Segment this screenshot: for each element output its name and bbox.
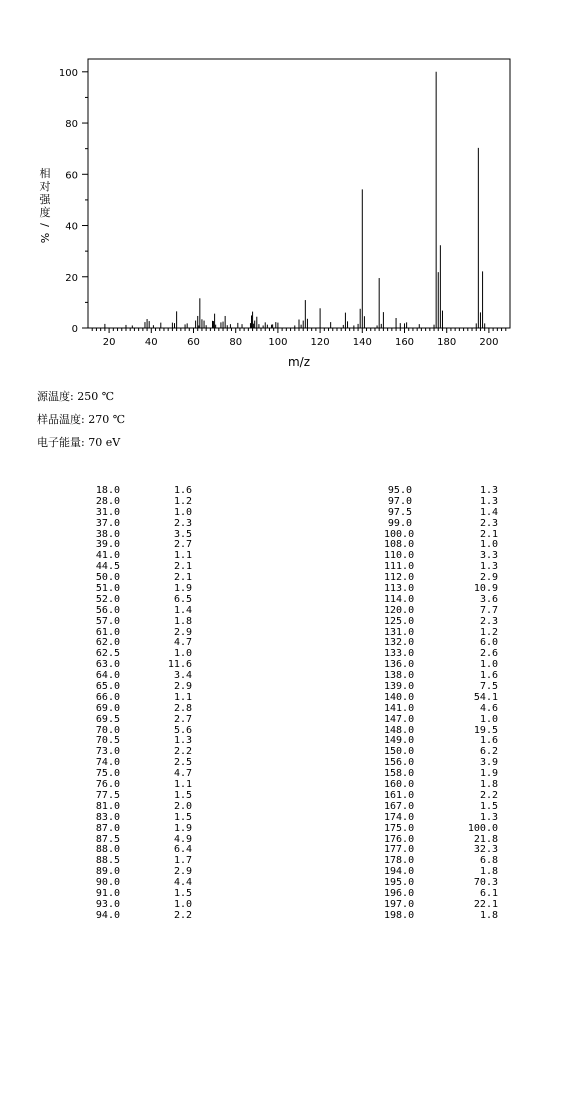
peak-mz: 91.0 xyxy=(95,887,120,899)
peak-intensity: 3.4 xyxy=(173,670,192,682)
peak-mz: 39.0 xyxy=(95,539,120,551)
peak-mz: 31.0 xyxy=(95,506,120,518)
peak-table-row xyxy=(384,813,498,824)
peak-intensity: 2.9 xyxy=(173,681,192,693)
peak-intensity: 1.6 xyxy=(479,735,498,747)
peak-intensity: 32.3 xyxy=(473,844,498,856)
y-axis-title xyxy=(38,166,52,243)
peak-mz: 147.0 xyxy=(384,713,415,725)
peak-intensity: 2.3 xyxy=(479,615,498,627)
x-tick-label: 120 xyxy=(310,337,330,348)
peak-intensity: 2.1 xyxy=(479,528,498,540)
peak-mz: 198.0 xyxy=(384,909,415,921)
peak-mz: 125.0 xyxy=(384,615,415,627)
peak-mz: 160.0 xyxy=(384,779,415,791)
peak-intensity: 10.9 xyxy=(473,583,498,595)
peak-intensity: 4.6 xyxy=(479,702,498,714)
x-tick-label: 200 xyxy=(479,337,499,348)
peak-mz: 89.0 xyxy=(95,866,120,878)
y-tick-label: 40 xyxy=(65,221,78,233)
peak-intensity: 1.0 xyxy=(173,648,192,660)
peak-intensity: 2.3 xyxy=(479,517,498,529)
peak-mz: 76.0 xyxy=(95,779,120,791)
peak-mz: 70.0 xyxy=(95,724,120,736)
peak-intensity: 1.6 xyxy=(479,670,498,682)
peak-table-row xyxy=(384,519,498,530)
y-tick-label: 60 xyxy=(65,170,78,182)
peak-table-right xyxy=(384,486,498,922)
peak-intensity: 100.0 xyxy=(467,822,498,834)
peak-mz: 28.0 xyxy=(95,495,120,507)
peak-intensity: 1.3 xyxy=(479,485,498,496)
x-tick-label: 40 xyxy=(144,337,158,348)
peak-mz: 70.5 xyxy=(95,735,120,747)
y-axis-title-char: % xyxy=(38,232,51,244)
peak-mz: 90.0 xyxy=(95,877,120,889)
y-tick-label: 80 xyxy=(65,119,78,131)
peak-intensity: 6.5 xyxy=(173,593,192,605)
peak-mz: 131.0 xyxy=(384,626,415,638)
peak-mz: 177.0 xyxy=(384,844,415,856)
peak-mz: 74.0 xyxy=(95,757,120,769)
peak-intensity: 1.3 xyxy=(479,561,498,573)
peak-intensity: 54.1 xyxy=(473,691,498,703)
plot-frame xyxy=(88,59,510,328)
peak-mz: 141.0 xyxy=(384,702,415,714)
peak-intensity: 1.0 xyxy=(173,898,192,910)
peak-intensity: 2.8 xyxy=(173,702,192,714)
x-axis-ticks xyxy=(92,328,506,348)
x-tick-label: 80 xyxy=(229,337,243,348)
peak-mz: 139.0 xyxy=(384,681,415,693)
peak-mz: 87.0 xyxy=(95,822,120,834)
peak-intensity: 2.9 xyxy=(479,572,498,584)
peak-intensity: 1.2 xyxy=(173,495,192,507)
peak-intensity: 1.1 xyxy=(173,691,192,703)
peak-mz: 62.5 xyxy=(95,648,120,660)
peak-mz: 148.0 xyxy=(384,724,415,736)
peak-mz: 62.0 xyxy=(95,637,120,649)
y-axis-title-char: 对 xyxy=(39,180,51,193)
peak-intensity: 1.9 xyxy=(479,768,498,780)
peak-mz: 69.5 xyxy=(95,713,120,725)
x-tick-label: 140 xyxy=(352,337,372,348)
peak-mz: 73.0 xyxy=(95,746,120,758)
peak-intensity: 1.8 xyxy=(479,779,498,791)
peak-intensity: 1.7 xyxy=(173,855,192,867)
peak-intensity: 11.6 xyxy=(167,659,192,671)
peak-mz: 18.0 xyxy=(95,485,120,496)
x-tick-label: 100 xyxy=(268,337,288,348)
peak-mz: 38.0 xyxy=(95,528,120,540)
sample-temperature: 样品温度: 270 ℃ xyxy=(37,413,125,426)
peak-mz: 83.0 xyxy=(95,811,120,823)
peak-mz: 65.0 xyxy=(95,681,120,693)
peak-mz: 156.0 xyxy=(384,757,415,769)
peak-mz: 113.0 xyxy=(384,583,415,595)
peak-intensity: 1.4 xyxy=(173,604,192,616)
peak-mz: 176.0 xyxy=(384,833,415,845)
peak-table-row xyxy=(92,617,192,628)
peak-intensity: 1.8 xyxy=(479,909,498,921)
peak-intensity: 1.2 xyxy=(479,626,498,638)
x-axis-title: m/z xyxy=(287,355,311,369)
x-tick-label: 20 xyxy=(102,337,116,348)
peak-intensity: 1.3 xyxy=(479,811,498,823)
peak-mz: 161.0 xyxy=(384,789,415,801)
y-tick-label: 0 xyxy=(71,324,78,335)
peak-mz: 51.0 xyxy=(95,583,120,595)
peak-intensity: 7.5 xyxy=(479,681,498,693)
peak-intensity: 2.3 xyxy=(173,517,192,529)
peak-mz: 174.0 xyxy=(384,811,415,823)
peak-table-row xyxy=(384,824,498,835)
peak-mz: 132.0 xyxy=(384,637,415,649)
peak-mz: 149.0 xyxy=(384,735,415,747)
peak-intensity: 6.8 xyxy=(479,855,498,867)
peak-intensity: 19.5 xyxy=(473,724,498,736)
peak-intensity: 6.2 xyxy=(479,746,498,758)
y-tick-label: 100 xyxy=(58,67,78,79)
peak-mz: 136.0 xyxy=(384,659,415,671)
peak-mz: 100.0 xyxy=(384,528,415,540)
peak-intensity: 1.5 xyxy=(173,811,192,823)
peak-intensity: 2.9 xyxy=(173,866,192,878)
peak-mz: 77.5 xyxy=(95,789,120,801)
peak-intensity: 1.5 xyxy=(173,789,192,801)
peak-intensity: 1.6 xyxy=(173,485,192,496)
peak-intensity: 1.5 xyxy=(479,800,498,812)
mass-spectrum-chart xyxy=(0,0,570,380)
x-tick-label: 160 xyxy=(394,337,415,348)
peak-table-row xyxy=(92,824,192,835)
peak-mz: 69.0 xyxy=(95,702,120,714)
peak-mz: 57.0 xyxy=(95,615,120,627)
peak-mz: 196.0 xyxy=(384,887,415,899)
peak-intensity: 21.8 xyxy=(473,833,498,845)
peak-mz: 167.0 xyxy=(384,800,415,812)
peak-intensity: 2.7 xyxy=(173,539,192,551)
peak-intensity: 6.4 xyxy=(173,844,192,856)
peak-table-row xyxy=(384,715,498,726)
peak-mz: 158.0 xyxy=(384,768,415,780)
peak-intensity: 7.7 xyxy=(479,604,498,616)
peak-intensity: 1.9 xyxy=(173,583,192,595)
peak-intensity: 1.4 xyxy=(479,506,498,518)
peak-mz: 41.0 xyxy=(95,550,120,562)
peak-mz: 61.0 xyxy=(95,626,120,638)
peak-intensity: 5.6 xyxy=(173,724,192,736)
peak-mz: 150.0 xyxy=(384,746,415,758)
peak-intensity: 1.1 xyxy=(173,779,192,791)
peak-table-row xyxy=(92,519,192,530)
peak-mz: 97.5 xyxy=(387,506,412,518)
y-tick-label: 20 xyxy=(65,272,78,284)
peak-mz: 175.0 xyxy=(384,822,415,834)
source-temperature: 源温度: 250 ℃ xyxy=(37,390,114,403)
peak-mz: 99.0 xyxy=(387,517,412,529)
y-axis-title-char: 度 xyxy=(39,206,51,219)
peak-intensity: 1.8 xyxy=(173,615,192,627)
peak-intensity: 2.1 xyxy=(173,561,192,573)
y-axis-title-char: / xyxy=(38,223,51,227)
peak-mz: 195.0 xyxy=(384,877,415,889)
peak-mz: 120.0 xyxy=(384,604,415,616)
peak-intensity: 3.5 xyxy=(173,528,192,540)
peak-table-row xyxy=(92,911,192,922)
peak-mz: 112.0 xyxy=(384,572,415,584)
peak-mz: 133.0 xyxy=(384,648,415,660)
x-tick-label: 180 xyxy=(437,337,457,348)
peak-mz: 87.5 xyxy=(95,833,120,845)
peak-table-left xyxy=(92,486,192,922)
peak-intensity: 4.7 xyxy=(173,768,192,780)
peak-mz: 110.0 xyxy=(384,550,415,562)
peak-mz: 194.0 xyxy=(384,866,415,878)
peak-mz: 97.0 xyxy=(387,495,412,507)
peak-mz: 64.0 xyxy=(95,670,120,682)
peak-intensity: 1.5 xyxy=(173,887,192,899)
y-axis-title-char: 相 xyxy=(39,167,51,180)
peak-mz: 88.0 xyxy=(95,844,120,856)
peak-intensity: 2.7 xyxy=(173,713,192,725)
peak-mz: 56.0 xyxy=(95,604,120,616)
peak-mz: 93.0 xyxy=(95,898,120,910)
y-axis-title-char: 强 xyxy=(39,193,51,206)
peak-mz: 88.5 xyxy=(95,855,120,867)
peak-intensity: 1.8 xyxy=(479,866,498,878)
peak-intensity: 2.1 xyxy=(173,572,192,584)
peak-mz: 52.0 xyxy=(95,593,120,605)
peak-intensity: 4.9 xyxy=(173,833,192,845)
peak-intensity: 2.5 xyxy=(173,757,192,769)
peak-mz: 138.0 xyxy=(384,670,415,682)
peak-intensity: 6.1 xyxy=(479,887,498,899)
peak-mz: 44.5 xyxy=(95,561,120,573)
peak-intensity: 2.2 xyxy=(479,789,498,801)
peak-mz: 95.0 xyxy=(387,485,412,496)
peak-bars xyxy=(105,72,485,328)
peak-intensity: 1.3 xyxy=(479,495,498,507)
peak-mz: 108.0 xyxy=(384,539,415,551)
peak-intensity: 1.1 xyxy=(173,550,192,562)
peak-intensity: 4.4 xyxy=(173,877,192,889)
peak-intensity: 3.6 xyxy=(479,593,498,605)
y-axis-ticks xyxy=(59,68,88,335)
peak-mz: 50.0 xyxy=(95,572,120,584)
peak-table-row xyxy=(92,715,192,726)
peak-intensity: 3.9 xyxy=(479,757,498,769)
peak-intensity: 1.0 xyxy=(173,506,192,518)
peak-intensity: 2.0 xyxy=(173,800,192,812)
peak-mz: 178.0 xyxy=(384,855,415,867)
peak-intensity: 1.3 xyxy=(173,735,192,747)
peak-mz: 81.0 xyxy=(95,800,120,812)
peak-mz: 140.0 xyxy=(384,691,415,703)
peak-intensity: 4.7 xyxy=(173,637,192,649)
peak-mz: 63.0 xyxy=(95,659,120,671)
peak-intensity: 1.0 xyxy=(479,713,498,725)
peak-mz: 75.0 xyxy=(95,768,120,780)
peak-mz: 94.0 xyxy=(95,909,120,921)
peak-mz: 37.0 xyxy=(95,517,120,529)
peak-intensity: 70.3 xyxy=(473,877,498,889)
electron-energy: 电子能量: 70 eV xyxy=(37,436,121,449)
peak-mz: 197.0 xyxy=(384,898,415,910)
peak-intensity: 2.2 xyxy=(173,909,192,921)
x-tick-label: 60 xyxy=(187,337,200,348)
peak-table-row xyxy=(384,617,498,628)
peak-intensity: 1.9 xyxy=(173,822,192,834)
peak-intensity: 3.3 xyxy=(479,550,498,562)
peak-intensity: 22.1 xyxy=(473,898,498,910)
peak-intensity: 2.2 xyxy=(173,746,192,758)
peak-intensity: 2.9 xyxy=(173,626,192,638)
peak-mz: 114.0 xyxy=(384,593,415,605)
peak-intensity: 1.0 xyxy=(479,539,498,551)
peak-table-row xyxy=(92,813,192,824)
peak-table-row xyxy=(384,911,498,922)
peak-intensity: 6.0 xyxy=(479,637,498,649)
peak-mz: 66.0 xyxy=(95,691,120,703)
peak-intensity: 1.0 xyxy=(479,659,498,671)
peak-intensity: 2.6 xyxy=(479,648,498,660)
peak-mz: 111.0 xyxy=(384,561,415,573)
